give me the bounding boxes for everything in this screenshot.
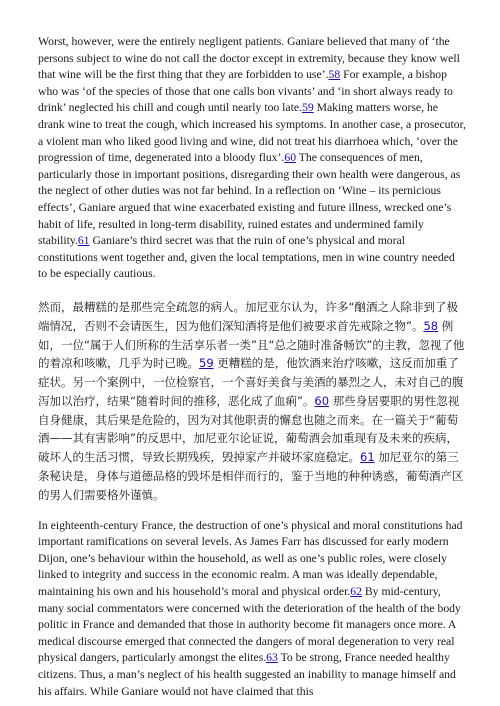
text-run: 然而，最糟糕的是那些完全疏忽的病人。加尼亚尔认为，许多“酗酒之人除非到了极端情况，否则不会请医生，因为他们深知酒将是他们被要求首先戒除之物”。: [38, 299, 458, 333]
paragraph-chinese-translation: [38, 298, 466, 505]
text-run: 例如，一位“属于人们所称的生活享乐者一类”且“总之随时准备畅饮”的主教，忽视了他的着凉和咳嗽，几乎为时已晚。: [38, 318, 465, 371]
paragraph-english-2: [38, 518, 466, 701]
text-run: 那些身居要职的男性忽视自身健康，其后果是危险的，因为对其他职责的懈怠也随之而来。在一篇关于“葡萄酒——其有害影响”的反思中，加尼亚尔论证说，葡萄酒会加重现有及未来的疾病，破坏人的生活习惯，导致长期残疾，毁掉家产并破坏家庭稳定。: [38, 393, 460, 465]
footnote-link-60[interactable]: 60: [284, 151, 297, 165]
text-run: 更糟糕的是，他饮酒来治疗咳嗽，这反而加重了症状。另一个案例中，一位检察官，一个喜好美食与美酒的暴烈之人，未对自己的腹泻加以治疗，结果“随着时间的推移，恶化成了血痢”。: [38, 356, 464, 408]
text-run: Making matters worse, he drank wine to treat the cough, which increased his symptoms. In another case, a prosecutor, a violent man who liked good living and wine, did not treat his diarrhoea which, ‘over the progression of time, degenerated into a bloody flux’.: [38, 101, 466, 165]
text-run: 加尼亚尔的第三条秘诀是，身体与道德品格的毁坏是相伴而行的，鉴于当地的种种诱惑，葡萄酒产区的男人们需要格外谨慎。: [38, 450, 464, 502]
text-run: To be strong, France needed healthy citizens. Thus, a man’s neglect of his health suggested an inability to manage himself and his affairs. While Ganiare would not have claimed that this: [38, 651, 456, 698]
footnote-link-58[interactable]: 58: [328, 68, 341, 82]
text-run: The consequences of men, particularly those in important positions, disregarding their own health were dangerous, as the neglect of other duties was not far behind. In a reflection on ‘Wine – its pernicious effects’, Ganiare argued that wine exacerbated existing and future illness, wrecked one’s habit of life, resulted in long-term disability, ruined estates and undermined family stability.: [38, 151, 461, 248]
paragraph-english-1: [38, 34, 466, 283]
text-run: For example, a bishop who was ‘of the species of those that one calls bon vivants’ and ‘in short always ready to drink’ neglected his chill and cough until nearly too late.: [38, 68, 453, 115]
footnote-link-59[interactable]: 59: [199, 356, 214, 371]
footnote-link-63[interactable]: 63: [266, 651, 278, 665]
text-run: Worst, however, were the entirely negligent patients. Ganiare believed that many of ‘the persons subject to wine do not call the doctor except in extremity, because they know well that wine will be the first thing that they are forbidden to use’.: [38, 35, 460, 82]
document-page: [38, 34, 466, 700]
footnote-link-61[interactable]: 61: [360, 450, 375, 465]
text-run: Ganiare’s third secret was that the ruin of one’s physical and moral constitutions went together and, given the local temptations, men in wine country needed to be especially cautious.: [38, 234, 455, 281]
footnote-link-60[interactable]: 60: [314, 393, 330, 408]
footnote-link-59[interactable]: 59: [301, 101, 314, 115]
text-run: By mid-century, many social commentators were concerned with the deterioration of the health of the body politic in France and demanded that those in authority become fit managers once more. A medical discourse emerged that connected the dangers of moral degeneration to very real physical dangers, particularly amongst the elites.: [38, 585, 461, 665]
footnote-link-58[interactable]: 58: [423, 318, 439, 333]
text-run: In eighteenth-century France, the destruction of one’s physical and moral constitutions had important ramifications on several levels. As James Farr has discussed for early modern Dijon, one’s behaviour within the household, as well as one’s public roles, were closely linked to integrity and success in the economic realm. A man was ideally dependable, maintaining his own and his household’s moral and physical order.: [38, 518, 463, 599]
footnote-link-61[interactable]: 61: [77, 234, 90, 248]
footnote-link-62[interactable]: 62: [350, 585, 362, 599]
